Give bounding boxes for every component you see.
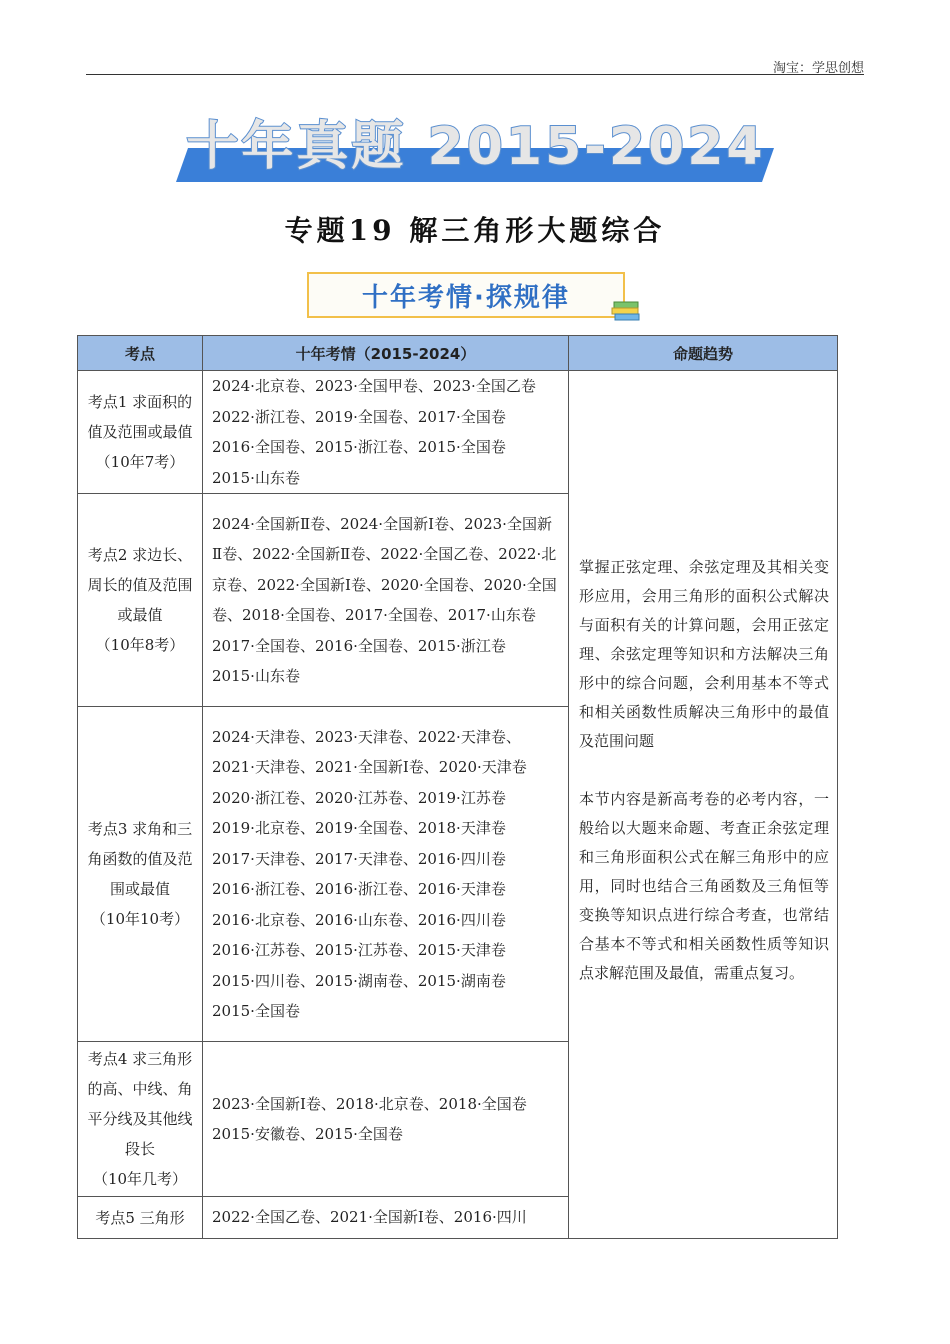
year-line: 2020·浙江卷、2020·江苏卷、2019·江苏卷	[212, 788, 506, 807]
year-line: 2016·全国卷、2015·浙江卷、2015·全国卷	[212, 438, 506, 456]
years-cell	[203, 494, 569, 707]
topic-cell	[78, 1042, 203, 1197]
year-line: 2017·全国卷、2016·全国卷、2015·浙江卷	[212, 636, 506, 655]
year-line: 2024·全国新Ⅱ卷、2024·全国新Ⅰ卷、2023·全国新Ⅱ卷、2022·全国新Ⅱ卷、2022·全国乙卷、2022·北京卷、2022·全国新Ⅰ卷、2020·全国卷、2020·全国卷、2018·全国卷、2017·全国卷、2017·山东卷	[212, 514, 557, 624]
year-line: 2022·浙江卷、2019·全国卷、2017·全国卷	[212, 407, 506, 426]
topic-label: 考点3 求角和三角函数的值及范围或最值	[87, 820, 193, 898]
trend-paragraph: 本节内容是新高考卷的必考内容，一般给以大题来命题、考查正余弦定理和三角形面积公式在解三角形中的应用，同时也结合三角函数及三角恒等变换等知识点进行综合考查，也常结合基本不等式和相关函数性质等知识点求解范围及最值，需重点复习。	[579, 790, 829, 982]
year-line: 2015·四川卷、2015·湖南卷、2015·湖南卷	[212, 971, 506, 990]
header-years: 十年考情（2015-2024）	[203, 336, 569, 371]
table-header-row	[78, 336, 838, 371]
topic-label: 考点1 求面积的值及范围或最值	[87, 393, 193, 441]
years-cell	[203, 1042, 569, 1197]
year-line: 2015·全国卷	[212, 1002, 300, 1020]
year-line: 2016·江苏卷、2015·江苏卷、2015·天津卷	[212, 941, 506, 959]
topic-count: （10年8考）	[95, 636, 185, 654]
header-trend: 命题趋势	[569, 336, 838, 371]
header-shop-label: 淘宝：学思创想	[772, 61, 864, 76]
topic-label: 考点5 三角形	[95, 1208, 185, 1227]
trend-cell	[569, 371, 838, 1239]
year-line: 2024·北京卷、2023·全国甲卷、2023·全国乙卷	[212, 377, 536, 395]
topic-cell	[78, 1197, 203, 1239]
banner-text: 十年真题 2015-2024	[186, 117, 766, 177]
header-divider	[86, 74, 864, 75]
year-line: 2015·山东卷	[212, 667, 300, 685]
topic-count: （10年10考）	[90, 910, 190, 928]
topic-label: 考点2 求边长、周长的值及范围或最值	[87, 546, 193, 624]
year-line: 2016·浙江卷、2016·浙江卷、2016·天津卷	[212, 880, 506, 898]
year-line: 2024·天津卷、2023·天津卷、2022·天津卷、2021·天津卷、2021·全国新Ⅰ卷、2020·天津卷	[212, 727, 527, 776]
topic-cell	[78, 494, 203, 707]
year-line: 2016·北京卷、2016·山东卷、2016·四川卷	[212, 910, 506, 929]
year-line: 2023·全国新Ⅰ卷、2018·北京卷、2018·全国卷	[212, 1094, 527, 1113]
year-line: 2015·山东卷	[212, 468, 300, 487]
years-cell	[203, 371, 569, 494]
exam-table	[77, 335, 838, 1239]
years-cell	[203, 707, 569, 1042]
header-topic: 考点	[78, 336, 203, 371]
topic-cell	[78, 707, 203, 1042]
page-title: 专题19 解三角形大题综合	[284, 214, 666, 247]
year-line: 2017·天津卷、2017·天津卷、2016·四川卷	[212, 849, 506, 868]
books-icon	[610, 296, 644, 324]
years-cell	[203, 1197, 569, 1239]
year-line: 2019·北京卷、2019·全国卷、2018·天津卷	[212, 819, 506, 837]
year-line: 2022·全国乙卷、2021·全国新Ⅰ卷、2016·四川	[212, 1208, 527, 1227]
table-row	[78, 371, 838, 494]
year-line: 2015·安徽卷、2015·全国卷	[212, 1125, 403, 1143]
topic-count: （10年几考）	[92, 1170, 188, 1188]
trend-paragraph: 掌握正弦定理、余弦定理及其相关变形应用，会用三角形的面积公式解决与面积有关的计算问题，会用正弦定理、余弦定理等知识和方法解决三角形中的综合问题，会利用基本不等式和相关函数性质解决三角形中的最值及范围问题	[579, 558, 829, 750]
topic-cell	[78, 371, 203, 494]
section-label: 十年考情·探规律	[307, 272, 625, 318]
title-banner	[176, 112, 776, 186]
topic-count: （10年7考）	[95, 453, 185, 471]
topic-label: 考点4 求三角形的高、中线、角平分线及其他线段长	[87, 1050, 193, 1158]
